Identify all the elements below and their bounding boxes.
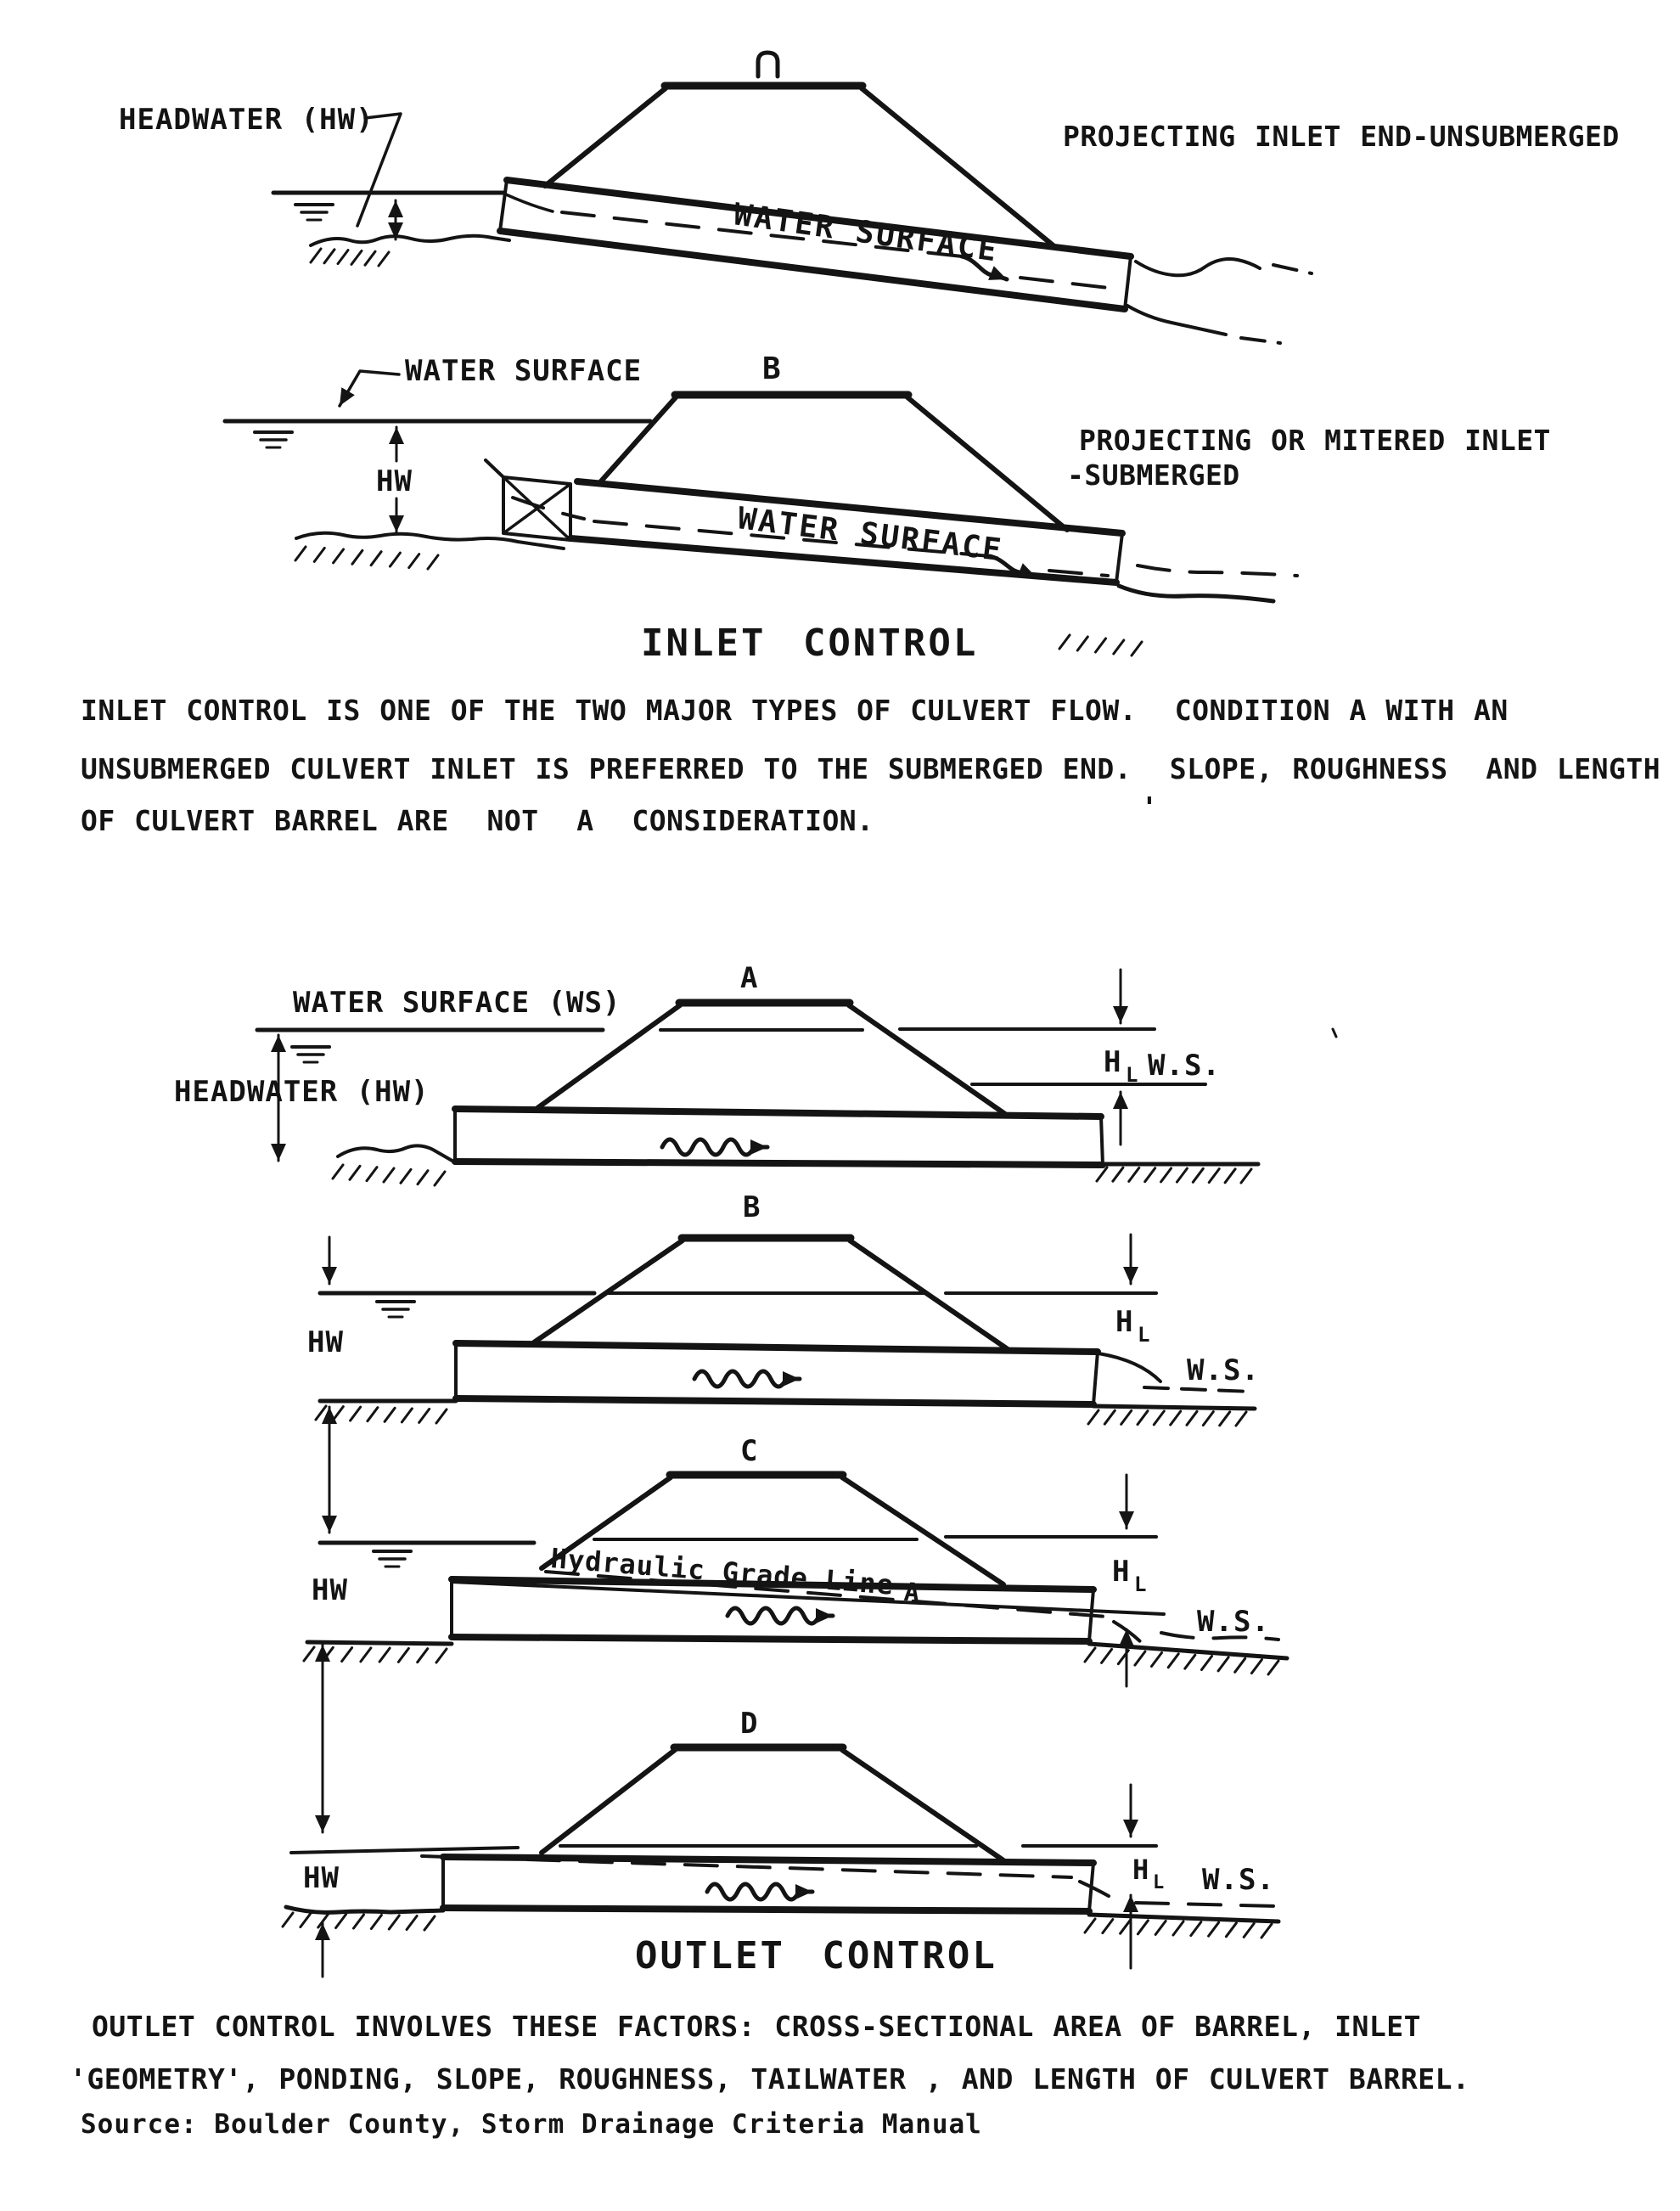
ground-line-left xyxy=(307,1642,452,1644)
culvert-outlet-face xyxy=(1093,1352,1098,1404)
approach-ws-line xyxy=(291,1848,518,1853)
culvert-barrel-bottom xyxy=(456,1398,1093,1404)
hw-label: HW xyxy=(303,1861,340,1895)
head-loss-subscript: L xyxy=(1138,1323,1151,1347)
inlet-paragraph-line3: OF CULVERT BARREL ARE NOT A CONSIDERATION. xyxy=(81,804,874,837)
diagram-caption-line1: PROJECTING OR MITERED INLET xyxy=(1079,424,1551,457)
culvert-barrel-bottom xyxy=(455,1162,1103,1165)
source-citation: Source: Boulder County, Storm Drainage Criteria Manual xyxy=(81,2109,982,2140)
outlet-diagram-a xyxy=(174,961,1258,1165)
dashed-water-surface-tail xyxy=(1020,278,1115,289)
hw-label: HW xyxy=(376,464,413,498)
dashed-tailwater xyxy=(1136,1903,1278,1906)
culvert-barrel-bottom xyxy=(452,1637,1089,1641)
water-surface-ws-label: WATER SURFACE (WS) xyxy=(293,986,621,1020)
partial-letter-a xyxy=(758,53,778,76)
barrel-water-surface-label: WATER SURFACE xyxy=(735,501,1005,569)
hydraulic-grade-line-label: Hydraulic Grade Line xyxy=(549,1542,896,1601)
stray-mark: ' xyxy=(1141,790,1159,824)
embankment-right-slope xyxy=(907,397,1067,530)
head-loss-subscript: L xyxy=(1153,1872,1166,1893)
water-symbol xyxy=(377,1302,414,1317)
tailwater-dash-upper xyxy=(1273,265,1312,273)
inlet-paragraph-line1: INLET CONTROL IS ONE OF THE TWO MAJOR TYPES OF CULVERT FLOW. CONDITION A WITH AN xyxy=(81,694,1509,727)
outlet-drop-curve xyxy=(1098,1353,1160,1381)
head-loss-subscript: L xyxy=(1126,1063,1139,1087)
inlet-diagram-a xyxy=(119,53,1620,343)
barrel-water-surface-label: WATER SURFACE xyxy=(731,197,1001,269)
outlet-control-heading: OUTLET CONTROL xyxy=(635,1934,997,1978)
ws-short-label: W.S. xyxy=(1187,1353,1260,1387)
outlet-paragraph-line2: 'GEOMETRY', PONDING, SLOPE, ROUGHNESS, TAILWATER , AND LENGTH OF CULVERT BARREL. xyxy=(70,2062,1470,2096)
head-loss-h: H xyxy=(1132,1854,1150,1886)
diagram-letter: D xyxy=(740,1707,759,1741)
dashed-hgl-drop xyxy=(1114,1622,1143,1644)
headwater-label: HEADWATER (HW) xyxy=(119,103,374,137)
ground-line-right xyxy=(1089,1644,1287,1658)
stream-bed-left xyxy=(311,236,509,245)
diagram-caption: PROJECTING INLET END-UNSUBMERGED xyxy=(1063,120,1620,153)
ws-short-label: W.S. xyxy=(1197,1605,1270,1639)
ws-dash-underline xyxy=(1144,1387,1252,1392)
water-symbol xyxy=(295,205,333,220)
hw-label: HW xyxy=(307,1325,344,1359)
diagram-letter: B xyxy=(762,352,784,386)
culvert-inlet-face xyxy=(500,180,507,231)
embankment-left-slope xyxy=(537,1005,680,1108)
culvert-outlet-face xyxy=(1125,256,1131,309)
diagram-letter: C xyxy=(740,1434,759,1468)
stray-speck xyxy=(1333,1029,1336,1037)
mitered-inlet-cross-2 xyxy=(503,484,570,533)
diagram-letter: B xyxy=(743,1190,761,1224)
tailwater-wave-lower xyxy=(1127,306,1226,335)
embankment-right-slope xyxy=(849,1005,1005,1114)
mitered-inlet-tick xyxy=(486,460,503,477)
outlet-diagram-b xyxy=(307,1190,1260,1533)
headwater-label: HEADWATER (HW) xyxy=(174,1075,430,1109)
diagram-letter: A xyxy=(740,961,759,995)
outlet-diagram-c xyxy=(307,1434,1287,1832)
culvert-barrel-top xyxy=(455,1109,1101,1117)
hydraulic-grade-line-suffix: A xyxy=(902,1577,922,1609)
tailwater-dash-lower xyxy=(1241,338,1280,343)
embankment-left-slope xyxy=(545,88,666,186)
embankment-left-slope xyxy=(599,397,676,483)
tailwater-wave-upper xyxy=(1136,259,1260,275)
water-symbol xyxy=(292,1047,329,1062)
culvert-barrel-bottom xyxy=(443,1908,1089,1911)
culvert-outlet-face xyxy=(1116,533,1122,582)
flow-arrow xyxy=(662,1139,767,1155)
flow-arrow xyxy=(707,1884,812,1899)
water-surface-callout-label: WATER SURFACE xyxy=(405,354,643,388)
flow-arrow xyxy=(728,1608,833,1623)
dashed-ws-drop xyxy=(1080,1882,1115,1899)
outlet-paragraph-line1: OUTLET CONTROL INVOLVES THESE FACTORS: CROSS-SECTIONAL AREA OF BARREL, INLET xyxy=(92,2010,1421,2043)
ground-line-left xyxy=(286,1907,443,1912)
culvert-outlet-face xyxy=(1101,1117,1103,1165)
ground-mound-left xyxy=(338,1145,455,1162)
hw-label: HW xyxy=(312,1573,348,1607)
downstream-bed-wave xyxy=(1119,586,1273,601)
embankment-left-slope xyxy=(542,1750,675,1853)
head-loss-h: H xyxy=(1104,1045,1122,1079)
head-loss-h: H xyxy=(1112,1555,1131,1589)
embankment-right-slope xyxy=(842,1750,1003,1860)
inlet-drawdown-curve xyxy=(506,194,553,211)
inlet-paragraph-line2: UNSUBMERGED CULVERT INLET IS PREFERRED TO THE SUBMERGED END. SLOPE, ROUGHNESS AND LENGTH xyxy=(81,752,1661,785)
ws-short-label: W.S. xyxy=(1202,1863,1275,1897)
ws-short-label: W.S. xyxy=(1148,1049,1221,1083)
head-loss-subscript: L xyxy=(1134,1572,1148,1596)
inlet-diagram-b xyxy=(225,352,1551,601)
diagram-caption-line2: -SUBMERGED xyxy=(1067,459,1240,492)
ground-line-right xyxy=(1093,1406,1255,1409)
inlet-control-heading: INLET CONTROL xyxy=(641,622,979,665)
head-loss-h: H xyxy=(1115,1305,1134,1339)
water-symbol xyxy=(374,1551,411,1567)
water-symbol xyxy=(255,432,292,447)
flow-arrow xyxy=(694,1371,800,1387)
callout-leader-arrow xyxy=(340,371,399,406)
tailwater-dashes xyxy=(1138,565,1297,576)
